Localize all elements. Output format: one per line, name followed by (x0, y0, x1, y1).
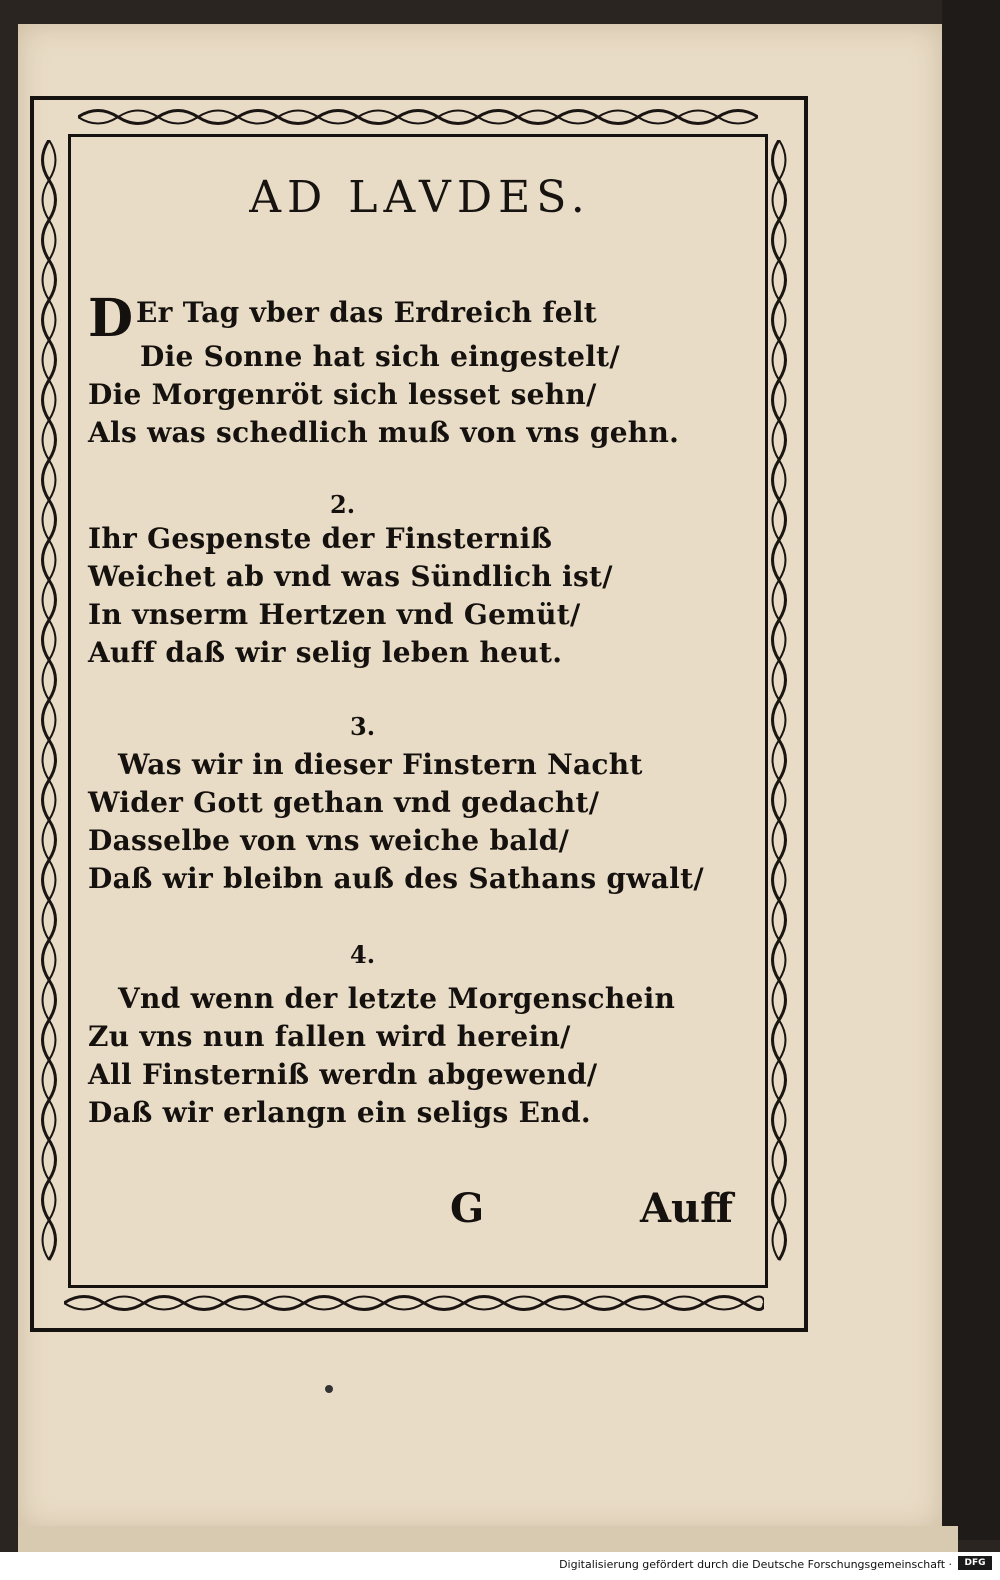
dfg-logo-icon: DFG (958, 1556, 992, 1570)
verse-line: Die Sonne hat sich eingestelt/ (140, 340, 620, 373)
vine-ornament-left (36, 140, 62, 1280)
verse-line: Wider Gott gethan vnd gedacht/ (88, 786, 600, 819)
stanza-1 (88, 288, 680, 452)
vine-ornament-right (766, 140, 792, 1280)
verse-line: Was wir in dieser Finstern Nacht (118, 748, 643, 781)
verse-line: Die Morgenröt sich lesset sehn/ (88, 378, 597, 411)
scan-background (942, 0, 1000, 1540)
verse-line: Ihr Gespenste der Finsterniß (88, 522, 553, 555)
funding-credit: Digitalisierung gefördert durch die Deutsche Forschungsgemeinschaft · (559, 1558, 952, 1571)
verse-line: Daß wir bleibn auß des Sathans gwalt/ (88, 862, 704, 895)
page-edge (18, 1526, 958, 1552)
verse-line: Als was schedlich muß von vns gehn. (88, 416, 680, 449)
paper-spot (325, 1385, 333, 1393)
signature-mark: G (450, 1185, 485, 1232)
verse-line: Zu vns nun fallen wird herein/ (88, 1020, 571, 1053)
stanza-2 (88, 520, 613, 672)
vine-ornament-top (78, 104, 758, 130)
verse-line: Weichet ab vnd was Sündlich ist/ (88, 560, 613, 593)
verse-line: Auff daß wir selig leben heut. (88, 636, 563, 669)
stanza-number: 2. (330, 490, 356, 519)
vine-ornament-bottom (64, 1290, 764, 1316)
stanza-number: 4. (350, 940, 376, 969)
verse-line: All Finsterniß werdn abgewend/ (88, 1058, 598, 1091)
stanza-4 (88, 980, 675, 1132)
verse-line: DEr Tag vber das Erdreich felt (88, 288, 598, 349)
page-title: AD LAVDES. (249, 172, 591, 223)
drop-cap: D (88, 288, 134, 349)
stanza-number: 3. (350, 712, 376, 741)
verse-line: Dasselbe von vns weiche bald/ (88, 824, 570, 857)
verse-line: In vnserm Hertzen vnd Gemüt/ (88, 598, 581, 631)
catchword: Auff (640, 1185, 733, 1232)
verse-line: Daß wir erlangn ein seligs End. (88, 1096, 591, 1129)
verse-line: Vnd wenn der letzte Morgenschein (118, 982, 676, 1015)
stanza-3 (88, 746, 704, 898)
